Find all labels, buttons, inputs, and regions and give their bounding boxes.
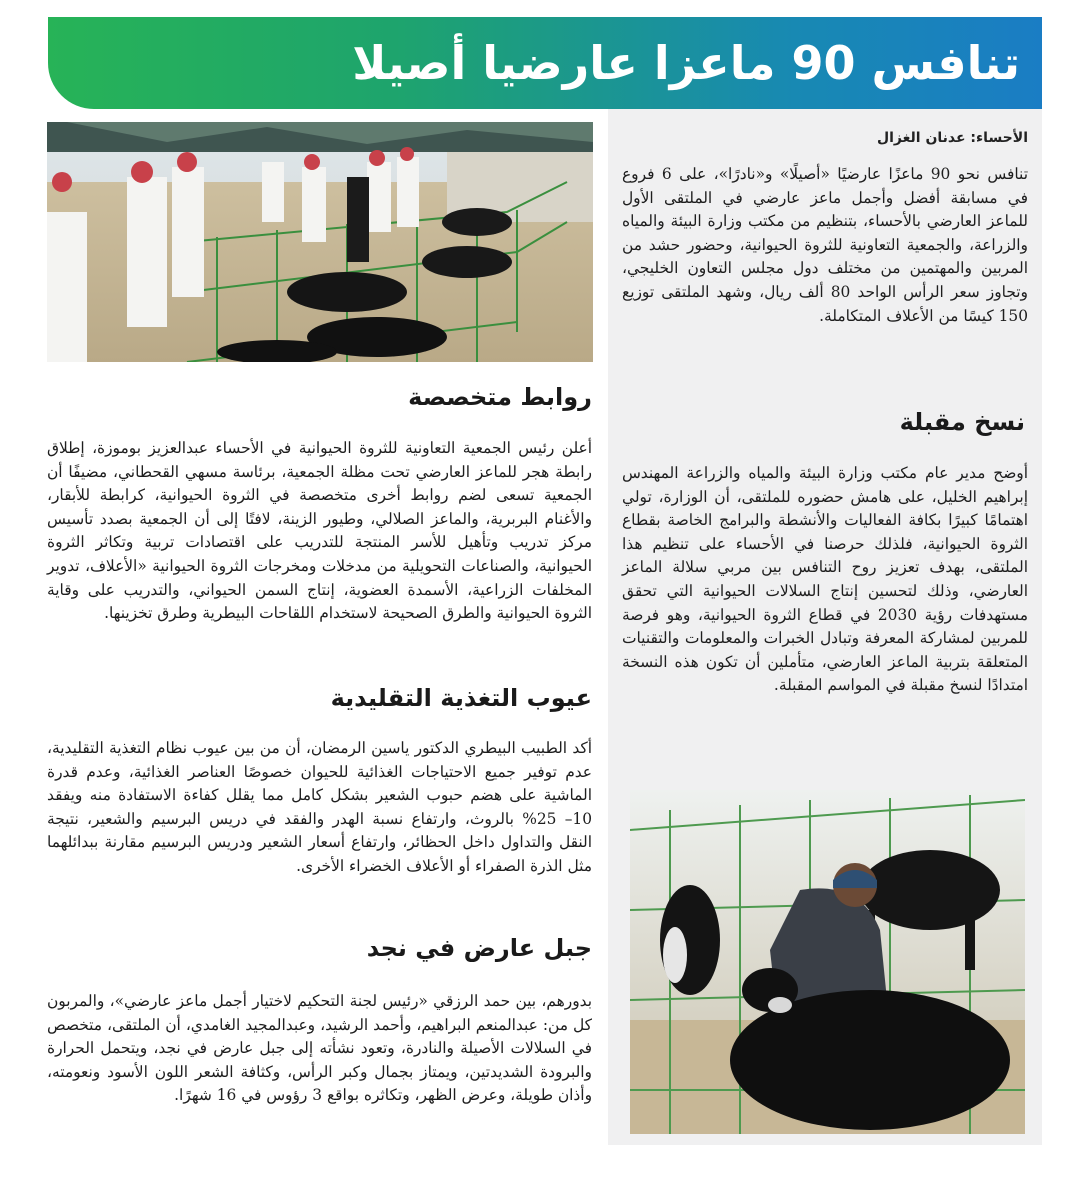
article-byline: الأحساء: عدنان الغزال [876, 130, 1028, 146]
subhead-specialized-associations: روابط متخصصة [408, 383, 592, 411]
subhead-upcoming-editions: نسخ مقبلة [899, 408, 1025, 436]
subhead-jabal-arid-najd: جبل عارض في نجد [366, 934, 592, 962]
article-headline: تنافس 90 ماعزا عارضيا أصيلا [352, 36, 1020, 90]
headline-banner [48, 17, 1042, 109]
photo-breeder-goats [630, 790, 1025, 1134]
photo-judges-goats [47, 122, 593, 362]
intro-paragraph: تنافس نحو 90 ماعزًا عارضيًا «أصيلًا» و«نادرًا»، على 6 فروع في مسابقة أفضل وأجمل ماعز عارضي في الملتقى الأول للماعز العارضي بالأحساء، بتنظيم من مكتب وزارة البيئة والمياه والزراعة، والجمعية التعاونية للثروة الحيوانية، وحضور حشد من المربين والمهتمين من مختلف دول مجلس التعاون الخليجي، وتجاوز سعر الرأس الواحد 80 ألف ريال، وشهد الملتقى توزيع 150 كيسًا من الأعلاف المتكاملة. [622, 165, 1028, 325]
upcoming-editions-paragraph: أوضح مدير عام مكتب وزارة البيئة والمياه والزراعة المهندس إبراهيم الخليل، على هامش حضوره للملتقى، أن الوزارة، تولي اهتمامًا كبيرًا بكافة الفعاليات والأنشطة والبرامج الخاصة بقطاع الثروة الحيوانية، فلذلك حرصنا في الأحساء على تنظيم هذا الملتقى، بهدف تعزيز روح التنافس بين مربي سلالة الماعز العارضي، وذلك لتحسين إنتاج السلالات الحيوانية التي تحقق مستهدفات رؤية 2030 في قطاع الثروة الحيوانية، وهو فرصة للمربين لمشاركة المعرفة وتبادل الخبرات والمعلومات والتقنيات المتعلقة بتربية الماعز العارضي، متأملين أن تكون هذه النسخة امتدادًا لنسخ مقبلة في المواسم المقبلة. [622, 464, 1029, 695]
subhead-traditional-feeding-flaws: عيوب التغذية التقليدية [330, 684, 592, 712]
najd-paragraph: بدورهم، بين حمد الرزقي «رئيس لجنة التحكيم لاختيار أجمل ماعز عارضي»، والمربون كل من: عبدالمنعم البراهيم، وأحمد الرشيد، وعبدالمجيد الغامدي، أن الملتقى، متخصص في السلالات الأصيلة والنادرة، وتعود نشأته إلى جبل عارض في نجد، ويتحمل الحرارة والبرودة الشديدتين، ويمتاز بجمال وكبر الرأس، وكثافة الشعر اللون الأسود ونعومته، وأذان طويلة، وعرض الظهر، وتكاثره بواقع 3 رؤوس في 16 شهرًا. [47, 992, 592, 1105]
associations-paragraph: أعلن رئيس الجمعية التعاونية للثروة الحيوانية في الأحساء عبدالعزيز بوموزة، إطلاق رابطة هجر للماعز العارضي تحت مظلة الجمعية، برئاسة مسهي القحطاني، مضيفًا أن الجمعية تسعى لضم روابط أخرى متخصصة في الثروة الحيوانية، كرابطة للأبقار، والأغنام البربرية، والماعز الصلالي، وطيور الزينة، لافتًا إلى أن الجمعية بصدد تأسيس مركز تدريب وتأهيل للأسر المنتجة للتدريب على اقتصادات تربية وتكاثر الثروة الحيوانية، والصناعات التحويلية من مدخلات ومخرجات الثروة الحيوانية «الأعلاف، تدوير المخلفات الزراعية، الأسمدة العضوية، إنتاج السمن الحيواني، والتدريب على وقاية الثروة الحيوانية والطرق الصحيحة لاستخدام اللقاحات البيطرية وطرق تخزينها. [47, 439, 592, 623]
feeding-paragraph: أكد الطبيب البيطري الدكتور ياسين الرمضان، أن من بين عيوب نظام التغذية التقليدية، عدم توفير جميع الاحتياجات الغذائية للحيوان خصوصًا العناصر الغذائية، وعدم قدرة الماشية على هضم حبوب الشعير بشكل كامل مما يقلل كفاءة الاستفادة منه ويفقد 10– 25% بالروث، وارتفاع نسبة الهدر والفقد في دريس البرسيم والشعير، نتيجة النقل والتداول داخل الحظائر، وارتفاع أسعار الشعير ودريس البرسيم مقارنة ببدائلهما مثل الذرة الصفراء أو الأعلاف الخضراء الأخرى. [47, 739, 592, 875]
